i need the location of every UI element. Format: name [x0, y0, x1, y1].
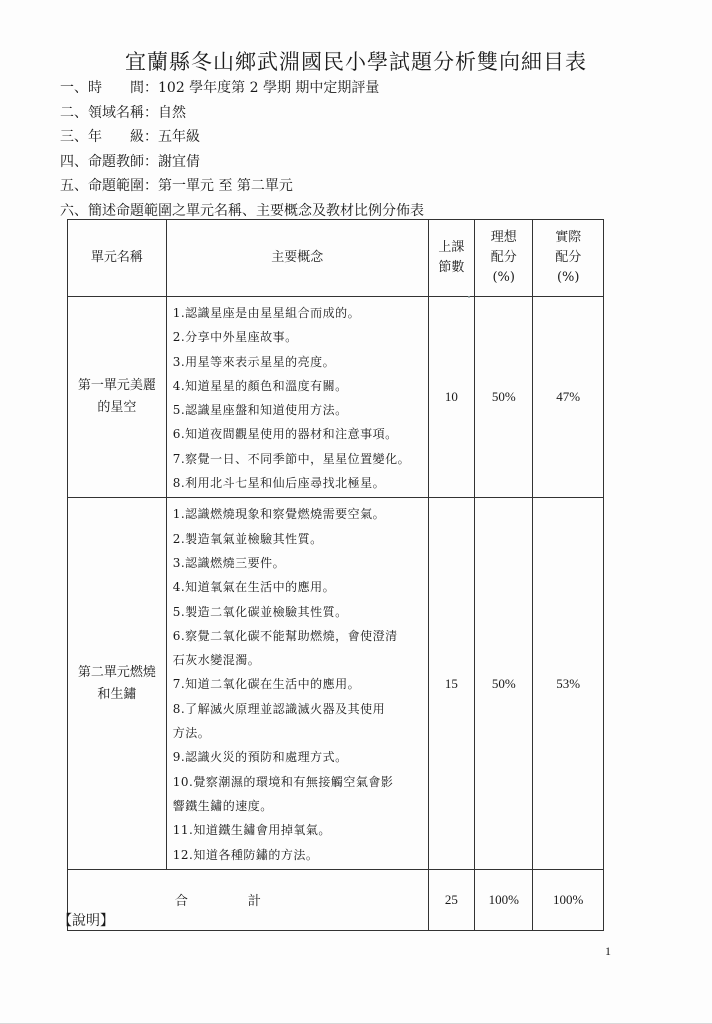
concept-item: 石灰水變混濁。 — [172, 653, 261, 668]
info-label: 一、時 間： — [60, 80, 158, 96]
info-value: 自然 — [158, 104, 186, 121]
info-value: 五年級 — [158, 129, 200, 145]
concept-item: 6.察覺二氧化碳不能幫助燃燒，會使澄清 — [172, 628, 398, 643]
unit-name-line1: 第二單元燃燒 — [77, 664, 156, 680]
unit-name-line2: 的星空 — [97, 400, 137, 416]
concept-item: 4.知道氧氣在生活中的應用。 — [172, 580, 336, 595]
header-actual — [533, 220, 604, 297]
concept-item: 1.認識燃燒現象和察覺燃燒需要空氣。 — [172, 507, 386, 522]
info-value: 第一單元 至 第二單元 — [158, 178, 293, 194]
concept-list-cell — [166, 498, 428, 869]
page-title: 宜蘭縣冬山鄉武淵國民小學試題分析雙向細目表 — [125, 50, 587, 74]
header-hours-line1: 上課 — [438, 240, 465, 255]
header-ideal-line2: 配分 — [490, 250, 517, 265]
concept-list-cell — [166, 297, 428, 498]
unit-name-cell — [68, 498, 167, 869]
info-line-domain — [60, 101, 620, 126]
total-actual-cell: 100% — [533, 869, 604, 930]
table-row — [68, 297, 604, 498]
concept-item: 方法。 — [172, 726, 211, 741]
concept-item: 2.製造氧氣並檢驗其性質。 — [172, 531, 323, 546]
header-ideal-line1: 理想 — [490, 230, 517, 245]
concept-item: 6.知道夜間觀星使用的器材和注意事項。 — [172, 427, 398, 442]
header-concept: 主要概念 — [166, 220, 428, 297]
concept-item: 8.了解滅火原理並認識滅火器及其使用 — [172, 701, 386, 716]
concept-item: 1.認識星座是由星星組合而成的。 — [172, 306, 361, 320]
actual-score-cell: 47% — [533, 297, 604, 498]
unit-name-line2: 和生鏽 — [97, 686, 137, 702]
hours-cell: 10 — [428, 297, 474, 498]
info-line-scope — [60, 174, 620, 199]
total-ideal-cell: 100% — [475, 869, 533, 930]
info-value: 謝宜倩 — [158, 153, 200, 170]
concept-item: 3.用星等來表示星星的亮度。 — [172, 354, 336, 369]
info-value: 102 學年度第 2 學期 期中定期評量 — [158, 80, 380, 96]
header-hours — [428, 220, 474, 297]
concept-item: 8.利用北斗七星和仙后座尋找北極星。 — [172, 476, 386, 491]
header-actual-line2: 配分 — [555, 250, 582, 265]
scan-speck — [468, 296, 470, 298]
table-header-row — [68, 220, 604, 297]
concept-item: 2.分享中外星座故事。 — [172, 330, 298, 345]
concept-item: 7.察覺一日、不同季節中，星星位置變化。 — [172, 451, 411, 466]
info-label: 二、領域名稱： — [60, 104, 158, 121]
concept-item: 12.知道各種防鏽的方法。 — [172, 847, 319, 862]
concept-item: 9.認識火災的預防和處理方式。 — [172, 750, 348, 765]
analysis-table — [67, 219, 604, 931]
total-row — [68, 869, 604, 930]
page-number: 1 — [605, 944, 611, 958]
concept-item: 11.知道鐵生鏽會用掉氧氣。 — [172, 823, 331, 838]
concept-item: 5.認識星座盤和知道使用方法。 — [172, 403, 348, 418]
concept-item: 7.知道二氧化碳在生活中的應用。 — [172, 677, 361, 692]
info-label: 三、年 級： — [60, 129, 158, 145]
info-line-teacher — [60, 150, 620, 175]
concept-item: 響鐵生鏽的速度。 — [172, 798, 273, 813]
hours-cell: 15 — [428, 498, 474, 869]
note-heading: 【說明】 — [58, 913, 114, 929]
unit-name-line1: 第一單元美麗 — [77, 378, 156, 394]
actual-score-cell: 53% — [533, 498, 604, 869]
info-section — [60, 76, 620, 223]
ideal-score-cell: 50% — [475, 297, 533, 498]
info-label: 六、簡述命題範圍之單元名稱、主要概念及教材比例分佈表 — [60, 202, 424, 219]
concept-item: 5.製造二氧化碳並檢驗其性質。 — [172, 604, 348, 619]
total-label: 合計 — [68, 869, 429, 930]
info-label: 四、命題教師： — [60, 153, 158, 170]
header-unit: 單元名稱 — [68, 220, 167, 297]
concept-item: 10.覺察潮濕的環境和有無接觸空氣會影 — [172, 774, 394, 789]
info-line-grade — [60, 125, 620, 150]
info-label: 五、命題範圍： — [60, 178, 158, 194]
header-ideal — [475, 220, 533, 297]
unit-name-cell — [68, 297, 167, 498]
header-hours-line2: 節數 — [438, 260, 465, 275]
ideal-score-cell: 50% — [475, 498, 533, 869]
info-line-time — [60, 76, 620, 101]
table-row — [68, 498, 604, 869]
header-actual-line3: (%) — [556, 270, 580, 285]
concept-item: 4.知道星星的顏色和溫度有關。 — [172, 378, 348, 393]
header-actual-line1: 實際 — [555, 230, 582, 245]
header-ideal-line3: (%) — [492, 270, 515, 285]
concept-item: 3.認識燃燒三要件。 — [172, 555, 286, 570]
total-hours-cell: 25 — [428, 869, 474, 930]
